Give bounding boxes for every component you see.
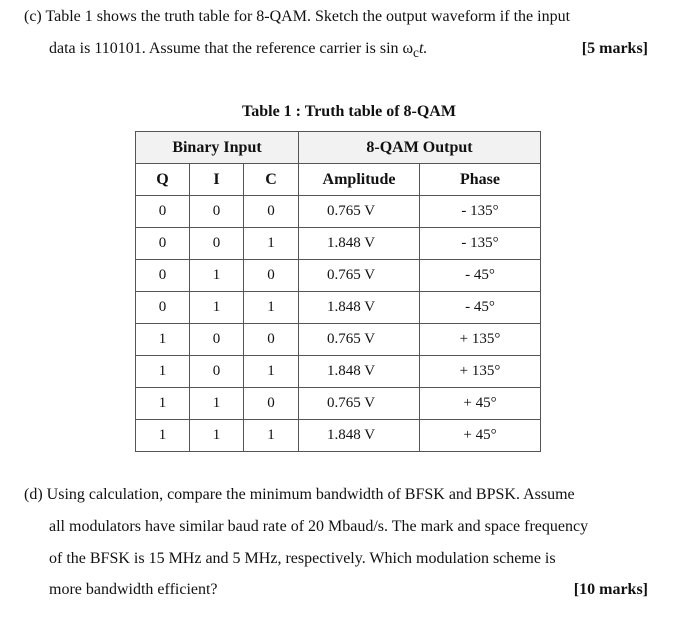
cell-q: 0 — [136, 196, 190, 228]
binary-input-header: Binary Input — [136, 132, 299, 164]
question-d-line-1: (d) Using calculation, compare the minimum bandwidth of BFSK and BPSK. Assume — [24, 486, 575, 503]
carrier-subscript: c — [413, 45, 419, 61]
question-d-line-4: more bandwidth efficient? — [49, 581, 218, 598]
table-caption: Table 1 : Truth table of 8-QAM — [242, 103, 456, 120]
col-c: C — [244, 164, 299, 196]
question-c-marks: [5 marks] — [581, 40, 648, 57]
cell-amplitude: 0.765 V — [299, 324, 420, 356]
cell-c: 1 — [244, 420, 299, 452]
cell-c: 1 — [244, 356, 299, 388]
cell-phase: - 135° — [420, 196, 541, 228]
table-body — [136, 196, 541, 452]
cell-i: 1 — [190, 388, 244, 420]
cell-phase: + 135° — [420, 324, 541, 356]
col-amplitude: Amplitude — [299, 164, 420, 196]
table-row — [136, 228, 541, 260]
cell-c: 0 — [244, 260, 299, 292]
question-c-line-1: (c) Table 1 shows the truth table for 8-QAM. Sketch the output waveform if the input — [24, 8, 571, 25]
cell-q: 1 — [136, 388, 190, 420]
cell-q: 0 — [136, 260, 190, 292]
cell-phase: - 45° — [420, 260, 541, 292]
cell-c: 0 — [244, 388, 299, 420]
cell-c: 1 — [244, 228, 299, 260]
cell-q: 1 — [136, 356, 190, 388]
table-row — [136, 356, 541, 388]
carrier-t: t. — [418, 40, 428, 57]
col-phase: Phase — [420, 164, 541, 196]
truth-table — [135, 131, 541, 452]
cell-i: 1 — [190, 260, 244, 292]
column-header-row — [136, 164, 541, 196]
cell-amplitude: 0.765 V — [299, 388, 420, 420]
question-d-marks: [10 marks] — [573, 581, 648, 598]
cell-phase: - 135° — [420, 228, 541, 260]
qam-output-header: 8-QAM Output — [299, 132, 541, 164]
cell-q: 0 — [136, 228, 190, 260]
table-row — [136, 260, 541, 292]
cell-phase: - 45° — [420, 292, 541, 324]
question-c-line-2 — [49, 40, 427, 61]
cell-amplitude: 1.848 V — [299, 228, 420, 260]
cell-q: 0 — [136, 292, 190, 324]
cell-amplitude: 1.848 V — [299, 292, 420, 324]
cell-c: 1 — [244, 292, 299, 324]
cell-c: 0 — [244, 324, 299, 356]
table-row — [136, 420, 541, 452]
cell-q: 1 — [136, 420, 190, 452]
group-header-row — [136, 132, 541, 164]
table-row — [136, 388, 541, 420]
question-d-line-2: all modulators have similar baud rate of 20 Mbaud/s. The mark and space frequency — [49, 518, 589, 535]
cell-i: 0 — [190, 196, 244, 228]
cell-phase: + 45° — [420, 420, 541, 452]
cell-c: 0 — [244, 196, 299, 228]
cell-amplitude: 1.848 V — [299, 420, 420, 452]
cell-amplitude: 0.765 V — [299, 196, 420, 228]
cell-phase: + 45° — [420, 388, 541, 420]
table-row — [136, 196, 541, 228]
cell-i: 0 — [190, 228, 244, 260]
cell-i: 0 — [190, 324, 244, 356]
question-d-line-3: of the BFSK is 15 MHz and 5 MHz, respectively. Which modulation scheme is — [49, 550, 556, 567]
table-row — [136, 292, 541, 324]
col-i: I — [190, 164, 244, 196]
question-c-line-2-text: data is 110101. Assume that the reference carrier is sin ω — [49, 40, 414, 57]
cell-phase: + 135° — [420, 356, 541, 388]
cell-i: 0 — [190, 356, 244, 388]
col-q: Q — [136, 164, 190, 196]
cell-i: 1 — [190, 292, 244, 324]
table-row — [136, 324, 541, 356]
cell-i: 1 — [190, 420, 244, 452]
cell-amplitude: 1.848 V — [299, 356, 420, 388]
cell-amplitude: 0.765 V — [299, 260, 420, 292]
cell-q: 1 — [136, 324, 190, 356]
